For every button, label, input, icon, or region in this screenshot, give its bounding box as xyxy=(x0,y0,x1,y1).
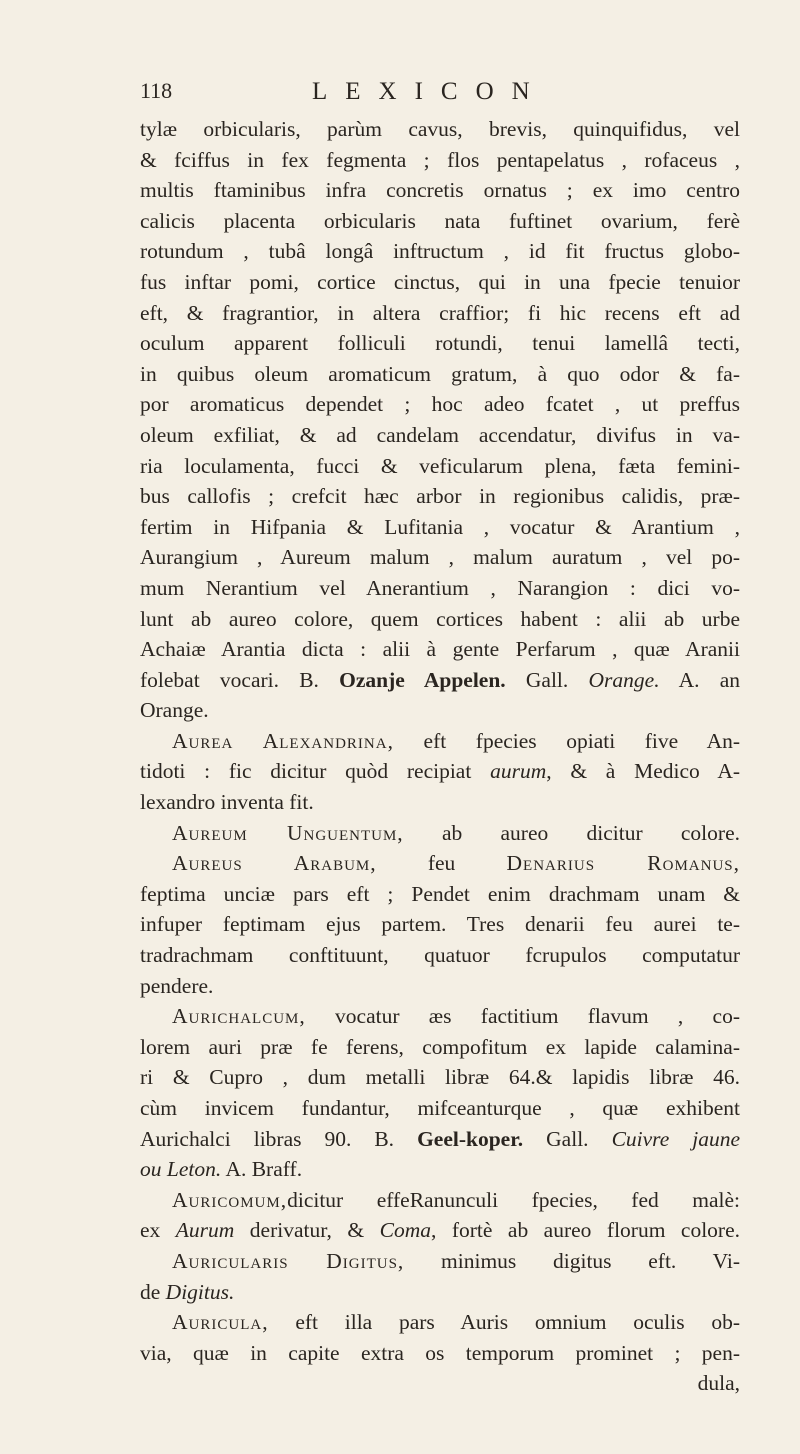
text-line: mum Nerantium vel Anerantium , Narangion : dici vo- xyxy=(140,575,740,600)
entry-aureum-unguentum xyxy=(140,818,740,849)
text-segment: tidoti : fic dicitur quòd recipiat xyxy=(140,759,472,784)
text-segment: , fortè ab aureo florum colore. xyxy=(430,1218,741,1243)
entry-headword: Denarius Romanus, xyxy=(506,851,740,876)
text-segment: eft fpecies opiati five An- xyxy=(423,728,740,753)
entry-headword: Auricomum, xyxy=(172,1187,288,1212)
text-segment: eft illa pars Auris omnium oculis ob- xyxy=(295,1310,740,1335)
text-line: & fciffus in fex fegmenta ; flos pentapelatus , rofaceus , xyxy=(140,147,740,172)
text-segment: dicitur effeRanunculi fpecies, fed malè: xyxy=(287,1187,740,1212)
text-line: Aurangium , Aureum malum , malum auratum , vel po- xyxy=(140,545,740,570)
page-header xyxy=(140,78,740,114)
text-line: por aromaticus dependet ; hoc adeo fcatet , ut preffus xyxy=(140,392,740,417)
page-number: 118 xyxy=(140,78,173,103)
entry-headword: Aureum Unguentum, xyxy=(172,820,404,845)
entry-auricularis-digitus xyxy=(140,1246,740,1277)
italic-term: Aurum xyxy=(175,1218,235,1243)
text-segment: , & à Medico A- xyxy=(546,759,741,784)
entry-aureus-arabum xyxy=(140,848,740,879)
entry-headword: Auricularis Digitus, xyxy=(172,1248,405,1273)
text-line: calicis placenta orbicularis nata fuftinet ovarium, ferè xyxy=(140,208,740,233)
text-line xyxy=(140,665,740,696)
text-segment: A. an xyxy=(678,667,741,692)
entry-aurea-alexandrina xyxy=(140,726,740,757)
text-segment: ex xyxy=(140,1218,161,1243)
text-line: oleum exfiliat, & ad candelam accendatur, divifus in va- xyxy=(140,422,740,447)
text-line: via, quæ in capite extra os temporum prominet ; pen- xyxy=(140,1340,740,1365)
entry-headword: Aureus Arabum, xyxy=(172,851,377,876)
catchword: dula, xyxy=(697,1371,740,1396)
entry-auricomum xyxy=(140,1185,740,1216)
italic-term: Coma xyxy=(379,1218,431,1243)
text-line: rotundum , tubâ longâ inftructum , id fit fructus globo- xyxy=(140,239,740,264)
entry-headword: Aurea Alexandrina, xyxy=(172,728,394,753)
text-line: tradrachmam conftituunt, quatuor fcrupulos computatur xyxy=(140,943,740,968)
german-term: Ozanje Appelen. xyxy=(339,667,506,692)
text-line xyxy=(140,1124,740,1155)
text-segment: A. Braff. xyxy=(225,1157,303,1182)
text-line: infuper feptimam ejus partem. Tres denarii feu aurei te- xyxy=(140,912,740,937)
text-segment: derivatur, & xyxy=(249,1218,365,1243)
text-segment: ab aureo dicitur colore. xyxy=(441,820,740,845)
text-line xyxy=(140,1154,740,1185)
text-line xyxy=(140,1215,740,1246)
entry-headword: Auricula, xyxy=(172,1310,269,1335)
text-segment: feu xyxy=(427,851,456,876)
text-segment: Gall. xyxy=(546,1126,589,1151)
german-term: Geel-koper. xyxy=(417,1126,524,1151)
text-line: pendere. xyxy=(140,973,214,998)
entry-aurichalcum xyxy=(140,1001,740,1032)
text-line: ria loculamenta, fucci & veficularum plena, fæta femini- xyxy=(140,453,740,478)
text-line: Achaiæ Arantia dicta : alii à gente Perfarum , quæ Aranii xyxy=(140,637,740,662)
italic-term: aurum xyxy=(490,759,547,784)
french-term: Orange. xyxy=(588,667,660,692)
text-line: tylæ orbicularis, parùm cavus, brevis, quinquifidus, vel xyxy=(140,117,740,141)
running-head: LEXICON xyxy=(312,78,548,105)
text-segment: vocatur æs factitium flavum , co- xyxy=(335,1004,741,1029)
text-line: eft, & fragrantior, in altera craffior; fi hic recens eft ad xyxy=(140,300,740,325)
french-term: Cuivre jaune xyxy=(611,1126,741,1151)
text-line: fus inftar pomi, cortice cinctus, qui in una fpecie tenuior xyxy=(140,269,740,294)
text-line: fertim in Hifpania & Lufitania , vocatur & Arantium , xyxy=(140,514,740,539)
italic-term: Digitus. xyxy=(165,1279,235,1304)
text-line: multis ftaminibus infra concretis ornatus ; ex imo centro xyxy=(140,178,740,203)
text-segment: folebat vocari. B. xyxy=(140,667,319,692)
text-segment: Aurichalci libras 90. B. xyxy=(140,1126,395,1151)
text-line: Orange. xyxy=(140,698,209,723)
text-body xyxy=(140,114,740,1399)
text-segment: Gall. xyxy=(525,667,569,692)
entry-auricula xyxy=(140,1307,740,1338)
text-line: cùm invicem fundantur, mifceanturque , quæ exhibent xyxy=(140,1096,740,1120)
text-line: lunt ab aureo colore, quem cortices habent : alii ab urbe xyxy=(140,606,740,631)
french-term: ou Leton. xyxy=(140,1157,222,1182)
text-line: feptima unciæ pars eft ; Pendet enim drachmam unam & xyxy=(140,881,740,906)
entry-headword: Aurichalcum, xyxy=(172,1004,306,1029)
text-line: lexandro inventa fit. xyxy=(140,790,314,815)
text-line: in quibus oleum aromaticum gratum, à quo odor & fa- xyxy=(140,361,740,386)
text-line: lorem auri præ fe ferens, compofitum ex lapide calamina- xyxy=(140,1034,740,1059)
text-segment: minimus digitus eft. Vi- xyxy=(441,1248,740,1273)
text-line: bus callofis ; crefcit hæc arbor in regionibus calidis, præ- xyxy=(140,484,740,509)
text-line xyxy=(140,1277,740,1308)
text-line xyxy=(140,756,740,787)
text-segment: de xyxy=(140,1279,161,1304)
text-line: oculum apparent folliculi rotundi, tenui lamellâ tecti, xyxy=(140,331,740,356)
text-line: ri & Cupro , dum metalli libræ 64.& lapidis libræ 46. xyxy=(140,1065,740,1090)
